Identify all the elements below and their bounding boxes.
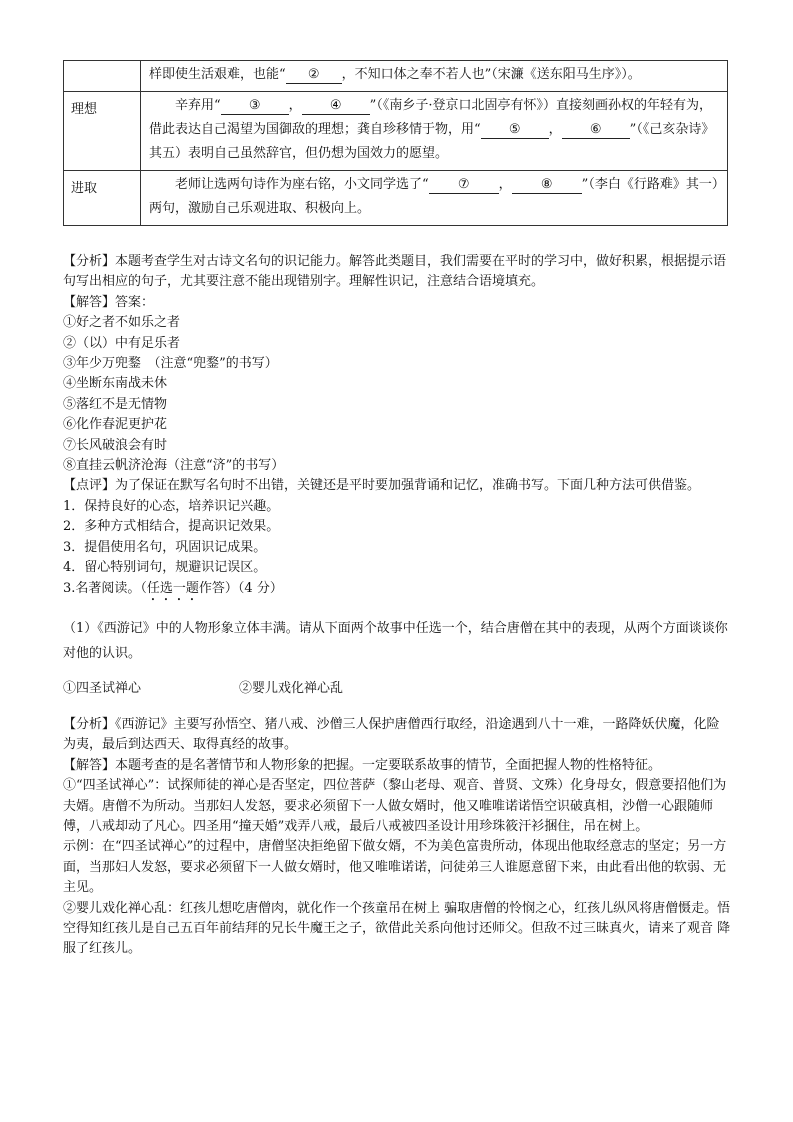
answer-blank: ②	[286, 67, 342, 84]
method-item: 4．留心特别词句，规避识记误区。	[63, 560, 267, 576]
answer-item: ①好之者不如乐之者	[63, 315, 181, 331]
method-item: 2．多种方式相结合，提高识记效果。	[63, 519, 280, 535]
row-text: ”（《南乡子·登京口北固亭有怀》）直接刻画孙权的年轻有为，借此表达自己渴望为国御敌的理想；龚自珍移情于物，用“	[149, 98, 712, 137]
solution-text	[63, 252, 731, 960]
answer-item: ⑦长风破浪会有时	[63, 437, 168, 453]
row-content	[141, 171, 728, 226]
method-item: 1．保持良好的心态，培养识记兴趣。	[63, 498, 280, 514]
answer-blank: ⑤	[481, 122, 549, 139]
question-text: （1）《西游记》中的人物形象立体丰满。请从下面两个故事中任选一个，结合唐僧在其中的表现，从两个方面谈谈你对他的认识。	[63, 620, 728, 661]
answer-blank: ⑧	[512, 177, 582, 194]
story-paragraph: ②婴儿戏化禅心乱：红孩儿想吃唐僧肉，就化作一个孩童吊在树上 骗取唐僧的怜悯之心，红孩儿纵风将唐僧慑走。悟空得知红孩儿是自己五百年前结拜的兄长牛魔王之子，欲借此关系向他讨还师父。但敌不过三昧真火，请来了观音 降服了红孩儿。	[63, 900, 731, 957]
answer-blank: ④	[302, 98, 370, 115]
emphasis-text: 任选一题	[146, 580, 199, 596]
row-label: 理想	[64, 92, 141, 171]
row-label	[64, 61, 141, 92]
answer-item: ⑤落红不是无情物	[63, 396, 168, 412]
example-paragraph: 示例：在“四圣试禅心”的过程中，唐僧坚决拒绝留下做女婿，不为美色富贵所动，体现出他取经意志的坚定；另一方面，当那妇人发怒，要求必须留下一人做女婿时，他又唯唯诺诺，问徒弟三人谁愿意留下来，由此看出他的软弱、无主见。	[63, 839, 727, 896]
row-text: ，	[548, 122, 562, 137]
answer-heading: 【解答】答案：	[63, 294, 155, 310]
row-text: ”（《己亥杂诗》其五）表明自己虽然辞官，但仍想为国效力的愿望。	[149, 122, 715, 161]
row-label: 进取	[64, 171, 141, 226]
answer-item: ③年少万兜鍪 （注意“兜鍪”的书写）	[63, 356, 278, 372]
question-heading: 3.名著阅读。（任选一题作答）（4 分）	[63, 580, 283, 596]
row-text: 样即使生活艰难，也能“	[149, 67, 286, 82]
story-options	[63, 679, 731, 699]
row-text: ，	[288, 98, 302, 113]
answer-blank: ⑥	[562, 122, 630, 139]
row-content	[141, 61, 728, 92]
story-paragraph: ①“四圣试禅心”：试探师徒的禅心是否坚定，四位菩萨（黎山老母、观音、普贤、文殊）化身母女，假意要招他们为夫婿。唐僧不为所动。当那妇人发怒，要求必须留下一人做女婿时，他又唯唯诺诺悟空识破真相，沙僧一心跟随师傅，八戒却动了凡心。四圣用“撞天婚”戏弄八戒，最后八戒被四圣设计用珍珠筱汗衫捆住，吊在树上。	[63, 778, 727, 834]
row-text: ”（李白《行路难》其一）两句，激励自己乐观进取、积极向上。	[149, 177, 719, 216]
answer-item: ⑧直挂云帆济沧海（注意“济”的书写）	[63, 458, 285, 474]
table-row	[64, 171, 728, 226]
method-item: 3．提倡使用名句，巩固识记成果。	[63, 539, 267, 555]
row-text: 辛弃用“	[175, 98, 221, 113]
poem-fill-table	[63, 60, 728, 226]
answer-paragraph: 【解答】本题考查的是名著情节和人物形象的把握。一定要联系故事的情节，全面把握人物的性格特征。	[63, 757, 662, 773]
answer-item: ②（以）中有足乐者	[63, 335, 181, 351]
answer-blank: ③	[221, 98, 289, 115]
analysis-paragraph: 【分析】《西游记》主要写孙悟空、猪八戒、沙僧三人保护唐僧西行取经，沿途遇到八十一难，一路降妖伏魔，化险为夷，最后到达西天、取得真经的故事。	[63, 716, 720, 753]
table-row	[64, 92, 728, 171]
row-text: ，不知口体之奉不若人也”（宋濂《送东阳马生序》）。	[341, 67, 641, 82]
row-content	[141, 92, 728, 171]
comment-paragraph: 【点评】为了保证在默写名句时不出错，关键还是平时要加强背诵和记忆，准确书写。下面几种方法可供借鉴。	[63, 478, 701, 494]
analysis-paragraph: 【分析】本题考查学生对古诗文名句的识记能力。解答此类题目，我们需要在平时的学习中，做好积累，根据提示语句写出相应的句子，尤其要注意不能出现错别字。理解性识记，注意结合语境填充。	[63, 254, 727, 290]
option-item: ①四圣试禅心	[63, 680, 142, 696]
table-row	[64, 61, 728, 92]
option-item: ②婴儿戏化禅心乱	[239, 680, 344, 696]
row-text: ，	[498, 177, 512, 192]
row-text: 老师让选两句诗作为座右铭，小文同学选了“	[175, 177, 429, 192]
answer-item: ⑥化作春泥更护花	[63, 417, 168, 433]
answer-item: ④坐断东南战未休	[63, 376, 168, 392]
answer-blank: ⑦	[429, 177, 499, 194]
